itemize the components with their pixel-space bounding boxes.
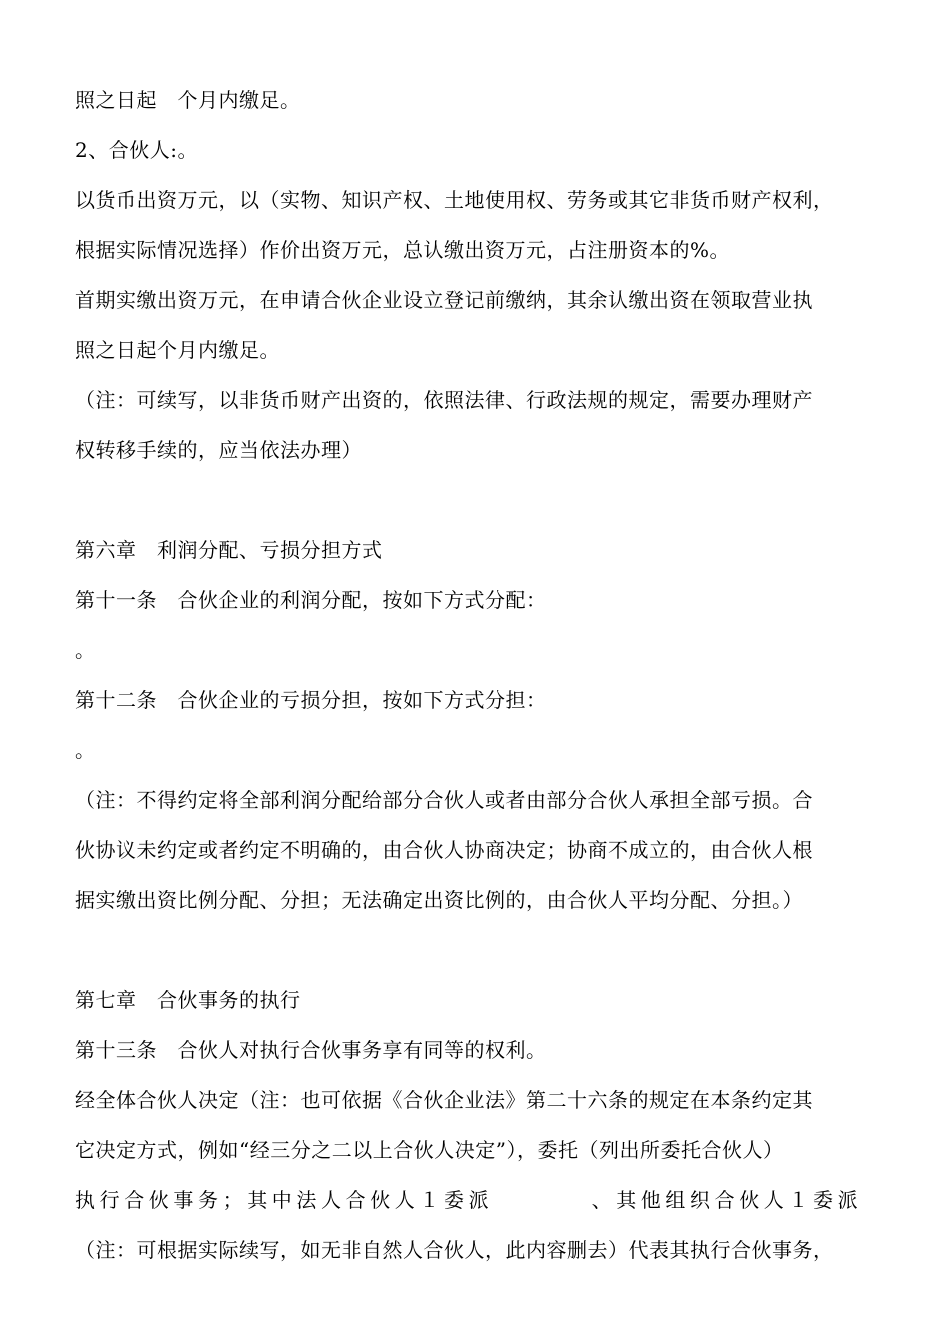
chapter-heading: 第七章 合伙事务的执行: [75, 988, 301, 1012]
note-line: （注：可续写，以非货币财产出资的，依照法律、行政法规的规定，需要办理财产: [75, 388, 813, 412]
note-line: （注：不得约定将全部利润分配给部分合伙人或者由部分合伙人承担全部亏损。合: [75, 788, 813, 812]
text-line: 2、合伙人:。: [75, 138, 198, 162]
text-line: 经全体合伙人决定（注：也可依据《合伙企业法》第二十六条的规定在本条约定其: [75, 1088, 813, 1112]
note-line: 伙协议未约定或者约定不明确的，由合伙人协商决定；协商不成立的，由合伙人根: [75, 838, 813, 862]
article-line: 第十三条 合伙人对执行合伙事务享有同等的权利。: [75, 1038, 547, 1062]
note-line: （注：可根据实际续写，如无非自然人合伙人，此内容删去）代表其执行合伙事务，: [75, 1238, 834, 1262]
text-line: 根据实际情况选择）作价出资万元，总认缴出资万元，占注册资本的%。: [75, 238, 731, 262]
text-line: 首期实缴出资万元，在申请合伙企业设立登记前缴纳，其余认缴出资在领取营业执: [75, 288, 813, 312]
text-line: 。: [75, 638, 96, 662]
article-line: 第十二条 合伙企业的亏损分担，按如下方式分担：: [75, 688, 547, 712]
article-line: 第十一条 合伙企业的利润分配，按如下方式分配：: [75, 588, 547, 612]
text-line: 它决定方式，例如“经三分之二以上合伙人决定”），委托（列出所委托合伙人）: [75, 1138, 784, 1162]
chapter-heading: 第六章 利润分配、亏损分担方式: [75, 538, 383, 562]
note-line: 权转移手续的，应当依法办理）: [75, 438, 362, 462]
note-line: 据实缴出资比例分配、分担；无法确定出资比例的，由合伙人平均分配、分担。）: [75, 888, 803, 912]
text-line: 照之日起个月内缴足。: [75, 338, 280, 362]
text-line: 以货币出资万元，以（实物、知识产权、土地使用权、劳务或其它非货币财产权利，: [75, 188, 834, 212]
text-line: 执行合伙事务；其中法人合伙人１委派 、其他组织合伙人１委派: [75, 1188, 863, 1212]
text-line: 照之日起 个月内缴足。: [75, 88, 301, 112]
text-line: 。: [75, 738, 96, 762]
